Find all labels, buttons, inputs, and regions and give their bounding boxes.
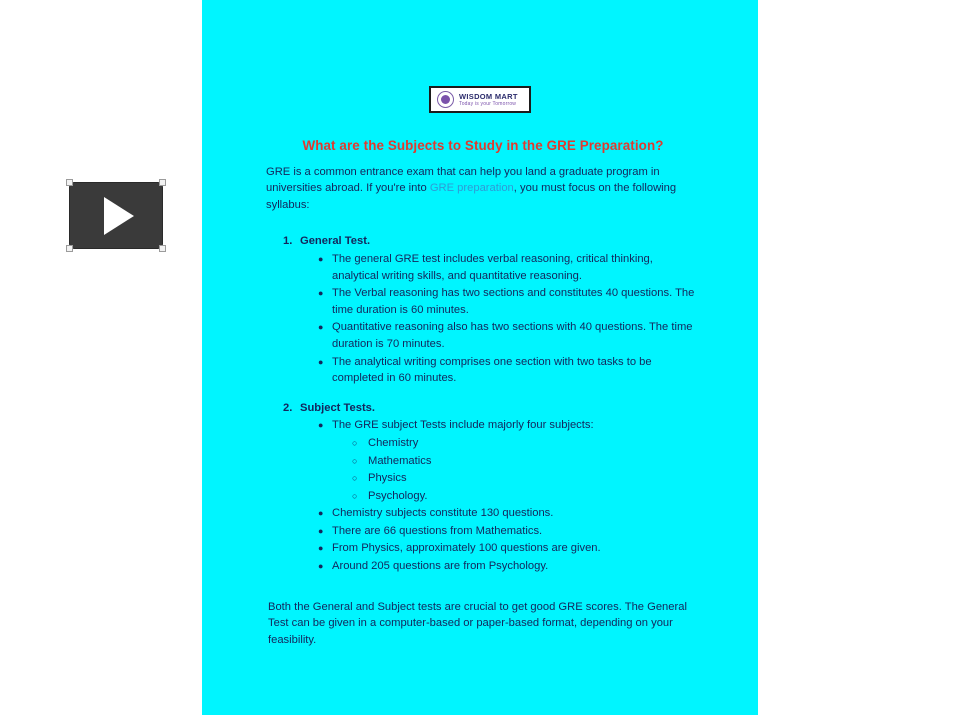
list-item <box>266 505 700 522</box>
section-number: 2. <box>283 401 293 414</box>
list-item-text: Physics <box>368 472 407 485</box>
list-item-text: Quantitative reasoning also has two sections with 40 questions. The time duration is 70 minutes. <box>332 321 693 350</box>
logo-text <box>459 93 518 107</box>
list-item <box>266 540 700 557</box>
general-test-bullets <box>266 251 700 387</box>
sub-bullet-icon: ○ <box>352 473 358 484</box>
list-item-text: From Physics, approximately 100 questions are given. <box>332 542 601 555</box>
section-heading-row <box>266 400 700 417</box>
closing-paragraph: Both the General and Subject tests are crucial to get good GRE scores. The General Test can be given in a computer-based or paper-based format, depending on your feasibility. <box>268 600 687 646</box>
intro-text-before-link: GRE is a common entrance exam that can help you land a graduate program in universities abroad. If you're into <box>266 165 660 195</box>
list-item <box>266 417 700 434</box>
list-item-text: The GRE subject Tests include majorly four subjects: <box>332 419 594 432</box>
list-item <box>266 470 700 487</box>
bullet-icon: ● <box>318 253 324 264</box>
bullet-icon: ● <box>318 322 324 333</box>
bullet-icon: ● <box>318 525 324 536</box>
resize-handle-top-right[interactable] <box>159 179 166 186</box>
subject-tests-bullets <box>266 417 700 434</box>
list-item <box>266 488 700 505</box>
list-item-text: Psychology. <box>368 489 428 502</box>
section-heading: Subject Tests. <box>300 401 376 414</box>
section-number: 1. <box>283 235 293 248</box>
list-item <box>266 319 700 352</box>
list-item-text: The Verbal reasoning has two sections and constitutes 40 questions. The time duration is 60 minutes. <box>332 287 695 316</box>
list-item-text: There are 66 questions from Mathematics. <box>332 524 543 537</box>
presentation-slide <box>202 0 758 715</box>
resize-handle-bottom-left[interactable] <box>66 245 73 252</box>
logo-tagline: Today is your Tomorrow <box>459 100 517 107</box>
list-item <box>266 251 700 284</box>
syllabus-outline <box>266 233 700 574</box>
list-item <box>266 558 700 575</box>
outline-section-subject-tests <box>266 400 700 575</box>
list-item-text: Around 205 questions are from Psychology. <box>332 560 549 573</box>
bullet-icon: ● <box>318 288 324 299</box>
list-item-text: Chemistry subjects constitute 130 questions. <box>332 507 554 520</box>
video-play-thumbnail[interactable] <box>66 179 166 252</box>
circle-logo-icon <box>437 91 454 108</box>
bullet-icon: ● <box>318 543 324 554</box>
list-item-text: Chemistry <box>368 436 419 449</box>
list-item-text: The analytical writing comprises one section with two tasks to be completed in 60 minutes. <box>332 355 652 385</box>
subject-question-counts <box>266 505 700 574</box>
list-item <box>266 285 700 318</box>
resize-handle-top-left[interactable] <box>66 179 73 186</box>
outline-section-general-test <box>266 233 700 386</box>
wisdom-mart-logo <box>429 86 531 113</box>
list-item-text: Mathematics <box>368 454 432 467</box>
section-heading: General Test. <box>300 235 371 248</box>
sub-bullet-icon: ○ <box>352 490 358 501</box>
intro-text-after-link: , you must focus on the following syllabus: <box>266 182 677 211</box>
list-item <box>266 453 700 470</box>
sub-bullet-icon: ○ <box>352 437 358 448</box>
intro-paragraph <box>266 164 700 214</box>
gre-preparation-link[interactable]: GRE preparation <box>429 182 514 195</box>
section-heading-row <box>266 233 700 250</box>
resize-handle-bottom-right[interactable] <box>159 245 166 252</box>
bullet-icon: ● <box>318 508 324 519</box>
list-item <box>266 523 700 540</box>
slide-title: What are the Subjects to Study in the GRE Preparation? <box>302 138 664 153</box>
list-item <box>266 435 700 452</box>
bullet-icon: ● <box>318 561 324 572</box>
list-item-text: The general GRE test includes verbal reasoning, critical thinking, analytical writing skills, and quantitative reasoning. <box>332 252 653 282</box>
play-button[interactable] <box>69 182 163 249</box>
list-item <box>266 354 700 387</box>
sub-bullet-icon: ○ <box>352 455 358 466</box>
bullet-icon: ● <box>318 356 324 367</box>
logo-brand: WISDOM MART <box>459 91 518 101</box>
subject-list <box>266 435 700 504</box>
play-triangle-icon <box>104 197 134 235</box>
slide-content <box>266 138 700 648</box>
bullet-icon: ● <box>318 420 324 431</box>
